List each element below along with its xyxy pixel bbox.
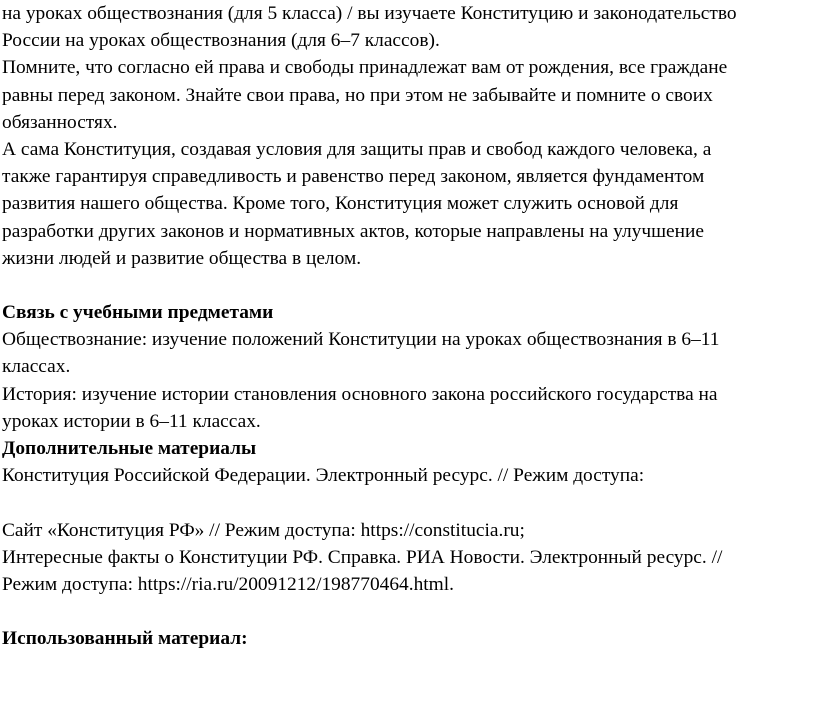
materials-item-2: Сайт «Конституция РФ» // Режим доступа: https://constitucia.ru; xyxy=(2,519,525,541)
constitution-line-5: жизни людей и развитие общества в целом. xyxy=(2,247,362,269)
blank-line xyxy=(2,272,816,299)
remember-line-3: обязанностях. xyxy=(2,111,118,133)
used-material-heading: Использованный материал: xyxy=(2,628,248,650)
social-studies-line-2: классах. xyxy=(2,356,71,378)
subjects-heading: Связь с учебными предметами xyxy=(2,302,274,324)
remember-line-1: Помните, что согласно ей права и свободы принадлежат вам от рождения, все граждане xyxy=(2,57,728,79)
materials-item-1: Конституция Российской Федерации. Электронный ресурс. // Режим доступа: xyxy=(2,465,645,487)
materials-heading: Дополнительные материалы xyxy=(2,438,257,459)
constitution-line-4: разработки других законов и нормативных актов, которые направлены на улучшение xyxy=(2,220,704,242)
constitution-line-3: развития нашего общества. Кроме того, Конституция может служить основой для xyxy=(2,193,679,215)
constitution-line-1: А сама Конституция, создавая условия для защиты прав и свобод каждого человека, а xyxy=(2,138,712,160)
blank-line xyxy=(2,489,816,516)
history-line-1: История: изучение истории становления основного закона российского государства на xyxy=(2,383,718,405)
history-line-2: уроках истории в 6–11 классах. xyxy=(2,410,261,432)
materials-item-3-line-2: Режим доступа: https://ria.ru/20091212/198770464.html. xyxy=(2,573,454,595)
intro-line-1: на уроках обществознания (для 5 класса) / вы изучаете Конституцию и законодательство xyxy=(2,3,737,24)
blank-line xyxy=(2,598,816,625)
constitution-line-2: также гарантируя справедливость и равенство перед законом, является фундаментом xyxy=(2,166,705,188)
remember-line-2: равны перед законом. Знайте свои права, но при этом не забывайте и помните о своих xyxy=(2,84,713,106)
materials-item-3-line-1: Интересные факты о Конституции РФ. Справка. РИА Новости. Электронный ресурс. // xyxy=(2,546,723,568)
social-studies-line-1: Обществознание: изучение положений Конституции на уроках обществознания в 6–11 xyxy=(2,329,720,351)
intro-line-2: России на уроках обществознания (для 6–7 классов). xyxy=(2,30,440,52)
